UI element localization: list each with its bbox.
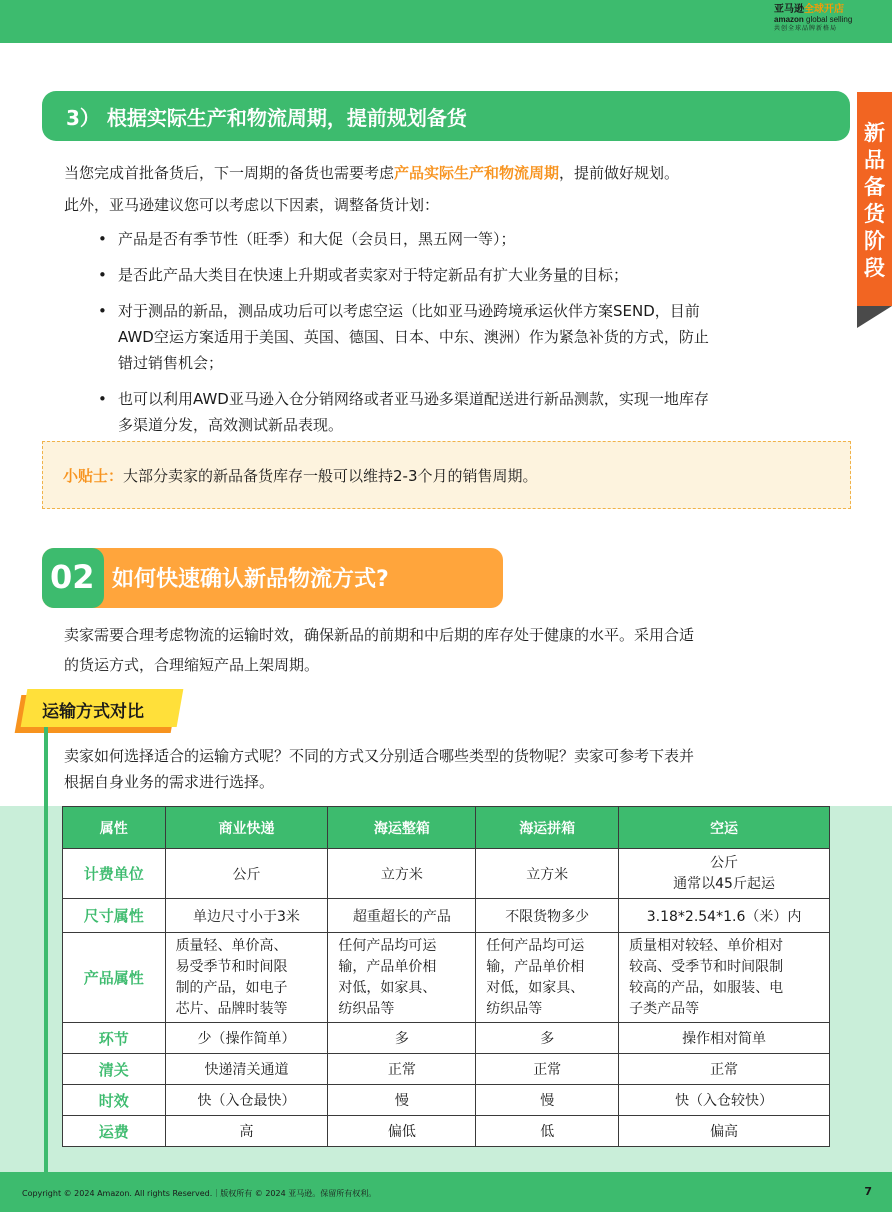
column-header: 属性 <box>63 807 166 849</box>
table-cell: 超重超长的产品 <box>328 899 476 933</box>
table-cell: 多 <box>476 1023 619 1054</box>
table-row <box>63 1054 830 1085</box>
logo-en: amazon <box>774 15 804 24</box>
list-item-line: 多渠道分发，高效测试新品表现。 <box>118 416 344 434</box>
list-item-line: AWD空运方案适用于美国、英国、德国、日本、中东、澳洲）作为紧急补货的方式，防止 <box>118 328 709 346</box>
table-cell: 单边尺寸小于3米 <box>165 899 328 933</box>
logo-en-light: global selling <box>806 15 853 24</box>
cell-line: 较高的产品，如服装、电 <box>629 979 784 996</box>
cell-line: 任何产品均可运 <box>338 937 437 954</box>
shipping-comparison-table <box>62 806 830 1147</box>
table-cell <box>619 849 830 899</box>
section-number: 02 <box>50 558 95 596</box>
row-label: 产品属性 <box>63 933 166 1023</box>
table-row <box>63 1023 830 1054</box>
section-3-header <box>42 91 850 141</box>
table-header-row <box>63 807 830 849</box>
table-cell: 正常 <box>476 1054 619 1085</box>
row-label: 尺寸属性 <box>63 899 166 933</box>
row-label: 环节 <box>63 1023 166 1054</box>
subsection-para-line-2: 根据自身业务的需求进行选择。 <box>64 773 275 791</box>
list-item <box>94 262 834 288</box>
subsection-accent-line <box>44 727 48 1173</box>
column-header: 商业快递 <box>165 807 328 849</box>
table-cell: 少（操作简单） <box>165 1023 328 1054</box>
table-cell: 立方米 <box>476 849 619 899</box>
section-3-title: 3） 根据实际生产和物流周期，提前规划备货 <box>66 106 467 130</box>
table-cell: 偏高 <box>619 1116 830 1147</box>
copyright-text: Copyright © 2024 Amazon. All rights Reserved.｜版权所有 © 2024 亚马逊。保留所有权利。 <box>22 1189 377 1198</box>
cell-line: 易受季节和时间限 <box>175 958 288 975</box>
section-number-badge <box>42 548 104 608</box>
intro-suffix: ，提前做好规划。 <box>559 164 680 182</box>
table-cell: 3.18*2.54*1.6（米）内 <box>619 899 830 933</box>
cell-line: 子类产品等 <box>629 1000 700 1017</box>
list-item <box>94 298 834 376</box>
list-item-line: • 是否此产品大类目在快速上升期或者卖家对于特定新品有扩大业务量的目标； <box>118 266 629 284</box>
cell-line: 公斤 <box>710 854 739 871</box>
table-row <box>63 849 830 899</box>
table-cell: 慢 <box>476 1085 619 1116</box>
table-cell: 操作相对简单 <box>619 1023 830 1054</box>
footer-bar <box>0 1172 892 1212</box>
list-item-line: 错过销售机会； <box>118 354 224 372</box>
side-tab-label: 新 品 备 货 阶 段 <box>864 121 885 280</box>
tip-text: 大部分卖家的新品备货库存一般可以维持2-3个月的销售周期。 <box>123 467 538 485</box>
table-cell: 正常 <box>328 1054 476 1085</box>
section-02-para-line-1: 卖家需要合理考虑物流的运输时效，确保新品的前期和中后期的库存处于健康的水平。采用合适 <box>64 626 695 644</box>
table-cell <box>165 933 328 1023</box>
section-02-header <box>42 548 503 608</box>
tip-box <box>42 441 851 509</box>
side-tab-fold <box>857 306 892 328</box>
table-row <box>63 899 830 933</box>
cell-line: 纺织品等 <box>338 1000 395 1017</box>
row-label: 清关 <box>63 1054 166 1085</box>
list-item-line: • 也可以利用AWD亚马逊入仓分销网络或者亚马逊多渠道配送进行新品测款，实现一地库存 <box>118 390 709 408</box>
table-row <box>63 1116 830 1147</box>
logo-cn: 亚马逊 <box>774 4 804 15</box>
table-cell: 快（入仓较快） <box>619 1085 830 1116</box>
list-item-line: • 对于测品的新品，测品成功后可以考虑空运（比如亚马逊跨境承运伙伴方案SEND，目前 <box>118 302 700 320</box>
cell-line: 输，产品单价相 <box>486 958 585 975</box>
cell-line: 质量轻、单价高、 <box>175 937 288 954</box>
column-header: 空运 <box>619 807 830 849</box>
row-label: 运费 <box>63 1116 166 1147</box>
column-header: 海运拼箱 <box>476 807 619 849</box>
cell-line: 通常以45斤起运 <box>673 875 775 892</box>
subsection-title: 运输方式对比 <box>42 702 144 722</box>
logo-cn-accent: 全球开店 <box>804 4 844 15</box>
table-cell: 快（入仓最快） <box>165 1085 328 1116</box>
intro-paragraph <box>64 158 679 189</box>
top-bar <box>0 0 892 43</box>
page-number: 7 <box>864 1185 872 1198</box>
row-label: 计费单位 <box>63 849 166 899</box>
table-cell: 慢 <box>328 1085 476 1116</box>
table-cell: 公斤 <box>165 849 328 899</box>
intro-highlight: 产品实际生产和物流周期 <box>394 164 560 182</box>
row-label: 时效 <box>63 1085 166 1116</box>
list-item <box>94 226 834 252</box>
table-cell: 多 <box>328 1023 476 1054</box>
table-cell: 高 <box>165 1116 328 1147</box>
table-cell <box>619 933 830 1023</box>
table-row <box>63 1085 830 1116</box>
table-cell: 正常 <box>619 1054 830 1085</box>
cell-line: 制的产品，如电子 <box>175 979 288 996</box>
cell-line: 质量相对较轻、单价相对 <box>629 937 784 954</box>
section-02-title: 如何快速确认新品物流方式? <box>112 567 389 592</box>
section-02-para-line-2: 的货运方式，合理缩短产品上架周期。 <box>64 656 320 674</box>
logo-slogan: 共创全球品牌新格局 <box>774 25 838 32</box>
cell-line: 对低，如家具、 <box>486 979 585 996</box>
tip-content <box>63 465 538 486</box>
table-row <box>63 933 830 1023</box>
cell-line: 对低，如家具、 <box>338 979 437 996</box>
table-cell: 立方米 <box>328 849 476 899</box>
side-chapter-tab <box>857 92 892 306</box>
table-cell: 快递清关通道 <box>165 1054 328 1085</box>
list-item-line: • 产品是否有季节性（旺季）和大促（会员日，黑五网一等）； <box>118 230 516 248</box>
amazon-global-selling-logo <box>774 4 874 38</box>
cell-line: 芯片、品牌时装等 <box>175 1000 288 1017</box>
subsection-para-line-1: 卖家如何选择适合的运输方式呢？不同的方式又分别适合哪些类型的货物呢？卖家可参考下表并 <box>64 747 695 765</box>
table-cell: 偏低 <box>328 1116 476 1147</box>
cell-line: 任何产品均可运 <box>486 937 585 954</box>
table-cell: 不限货物多少 <box>476 899 619 933</box>
tip-label: 小贴士： <box>63 467 124 485</box>
intro-prefix: 当您完成首批备货后，下一周期的备货也需要考虑 <box>64 164 395 182</box>
column-header: 海运整箱 <box>328 807 476 849</box>
table-cell <box>328 933 476 1023</box>
cell-line: 纺织品等 <box>486 1000 543 1017</box>
cell-line: 输，产品单价相 <box>338 958 437 975</box>
table-cell: 低 <box>476 1116 619 1147</box>
table-cell <box>476 933 619 1023</box>
intro-paragraph-2: 此外，亚马逊建议您可以考虑以下因素，调整备货计划： <box>64 196 440 214</box>
factor-list <box>94 226 834 448</box>
cell-line: 较高、受季节和时间限制 <box>629 958 784 975</box>
list-item <box>94 386 834 438</box>
